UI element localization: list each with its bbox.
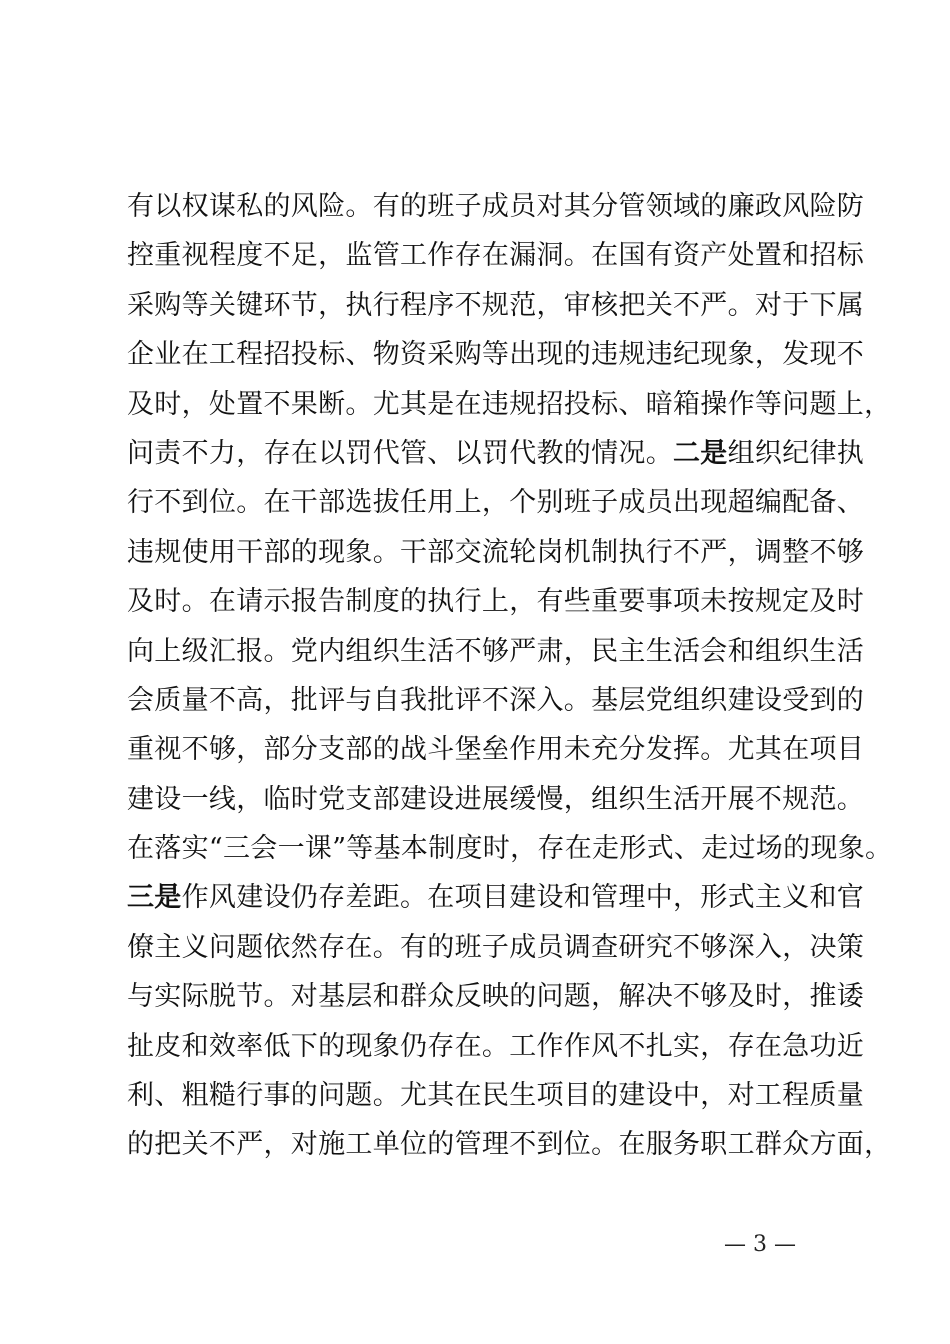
text-line	[127, 1071, 865, 1120]
text-line	[127, 330, 865, 379]
text-run: 建设一线，临时党支部建设进展缓慢，组织生活开展不规范。	[127, 783, 865, 815]
text-run: 僚主义问题依然存在。有的班子成员调查研究不够深入，决策	[127, 931, 865, 963]
text-run: 企业在工程招投标、物资采购等出现的违规违纪现象，发现不	[127, 339, 865, 371]
text-line	[127, 528, 865, 577]
text-line	[127, 676, 865, 725]
page-number: — 3 —	[724, 1232, 796, 1257]
text-line	[127, 923, 865, 972]
text-run: 的把关不严，对施工单位的管理不到位。在服务职工群众方面，	[127, 1129, 892, 1161]
text-line	[127, 972, 865, 1021]
text-run: 有以权谋私的风险。有的班子成员对其分管领域的廉政风险防	[127, 191, 865, 222]
text-run: 采购等关键环节，执行程序不规范，审核把关不严。对于下属	[127, 289, 865, 321]
text-line	[127, 380, 892, 429]
text-line	[127, 281, 865, 330]
text-run: 在落实“三会一课”等基本制度时，存在走形式、走过场的现象。	[127, 833, 893, 865]
body-text	[127, 182, 893, 1170]
text-line	[127, 478, 865, 527]
text-line	[127, 824, 893, 873]
text-line	[127, 725, 865, 774]
text-run: 作风建设仍存差距。在项目建设和管理中，形式主义和官	[181, 882, 865, 914]
text-line	[127, 873, 865, 922]
text-line	[127, 577, 865, 626]
text-run: 利、粗糙行事的问题。尤其在民生项目的建设中，对工程质量	[127, 1080, 865, 1112]
text-line	[127, 231, 865, 280]
text-run: 重视不够，部分支部的战斗堡垒作用未充分发挥。尤其在项目	[127, 734, 865, 766]
text-line	[127, 1120, 892, 1169]
text-line	[127, 627, 865, 676]
section-marker-bold: 二是	[673, 437, 728, 469]
text-run: 行不到位。在干部选拔任用上，个别班子成员出现超编配备、	[127, 487, 865, 519]
text-run: 违规使用干部的现象。干部交流轮岗机制执行不严，调整不够	[127, 536, 865, 568]
text-run: 会质量不高，批评与自我批评不深入。基层党组织建设受到的	[127, 684, 865, 716]
section-marker-bold: 三是	[127, 882, 182, 914]
text-line	[127, 429, 865, 478]
text-run: 控重视程度不足，监管工作存在漏洞。在国有资产处置和招标	[127, 240, 865, 272]
text-run: 扯皮和效率低下的现象仍存在。工作作风不扎实，存在急功近	[127, 1030, 865, 1062]
text-run: 与实际脱节。对基层和群众反映的问题，解决不够及时，推诿	[127, 981, 865, 1013]
text-run: 组织纪律执	[727, 437, 865, 469]
text-run: 问责不力，存在以罚代管、以罚代教的情况。	[127, 437, 673, 469]
text-run: 及时。在请示报告制度的执行上，有些重要事项未按规定及时	[127, 586, 865, 618]
text-run: 及时，处置不果断。尤其是在违规招投标、暗箱操作等问题上，	[127, 388, 892, 420]
text-line	[127, 1022, 865, 1071]
text-line	[127, 775, 865, 824]
text-run: 向上级汇报。党内组织生活不够严肃，民主生活会和组织生活	[127, 635, 865, 667]
text-line	[127, 182, 865, 231]
